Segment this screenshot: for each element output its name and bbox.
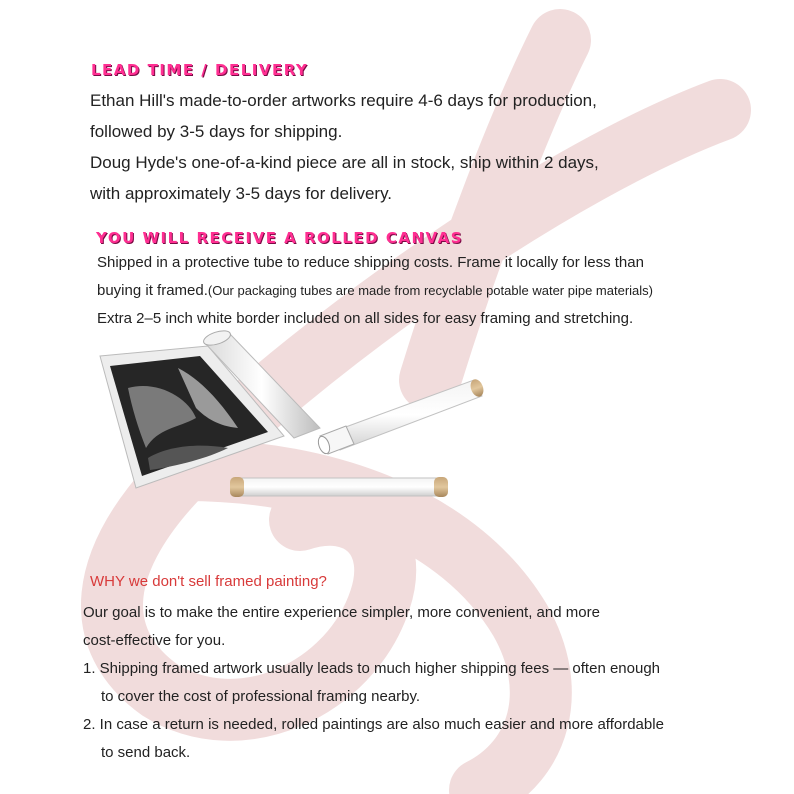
why-point-line: to send back. bbox=[101, 744, 191, 761]
lead-time-line: Ethan Hill's made-to-order artworks require 4-6 days for production, bbox=[90, 91, 597, 110]
closed-tube bbox=[230, 477, 448, 497]
lead-time-line: followed by 3-5 days for shipping. bbox=[90, 122, 343, 141]
why-point-line: to cover the cost of professional framing nearby. bbox=[101, 688, 421, 705]
rolled-canvas-line bbox=[97, 282, 653, 299]
rolled-canvas-heading: YOU WILL RECEIVE A ROLLED CANVAS bbox=[96, 229, 463, 247]
lead-time-line: Doug Hyde's one-of-a-kind piece are all in stock, ship within 2 days, bbox=[90, 153, 599, 172]
lead-time-line: with approximately 3-5 days for delivery. bbox=[90, 184, 393, 203]
rolled-canvas-line: Shipped in a protective tube to reduce shipping costs. Frame it locally for less than bbox=[97, 254, 644, 271]
rolled-canvas-photo bbox=[88, 328, 508, 518]
why-heading: WHY we don't sell framed painting? bbox=[90, 573, 327, 590]
why-point-line: 1. Shipping framed artwork usually leads to much higher shipping fees — often enough bbox=[83, 660, 661, 677]
why-point-line: 2. In case a return is needed, rolled paintings are also much easier and more affordable bbox=[83, 716, 664, 733]
rolled-canvas-line-main: buying it framed. bbox=[97, 282, 208, 299]
packaging-note: (Our packaging tubes are made from recyclable potable water pipe materials) bbox=[207, 283, 653, 298]
rolled-canvas-line: Extra 2–5 inch white border included on all sides for easy framing and stretching. bbox=[97, 310, 634, 327]
lead-time-heading: LEAD TIME / DELIVERY bbox=[91, 61, 309, 79]
why-intro-line: Our goal is to make the entire experience simpler, more convenient, and more bbox=[83, 604, 600, 621]
shipping-tube bbox=[316, 377, 485, 455]
why-intro-line: cost-effective for you. bbox=[83, 632, 226, 649]
